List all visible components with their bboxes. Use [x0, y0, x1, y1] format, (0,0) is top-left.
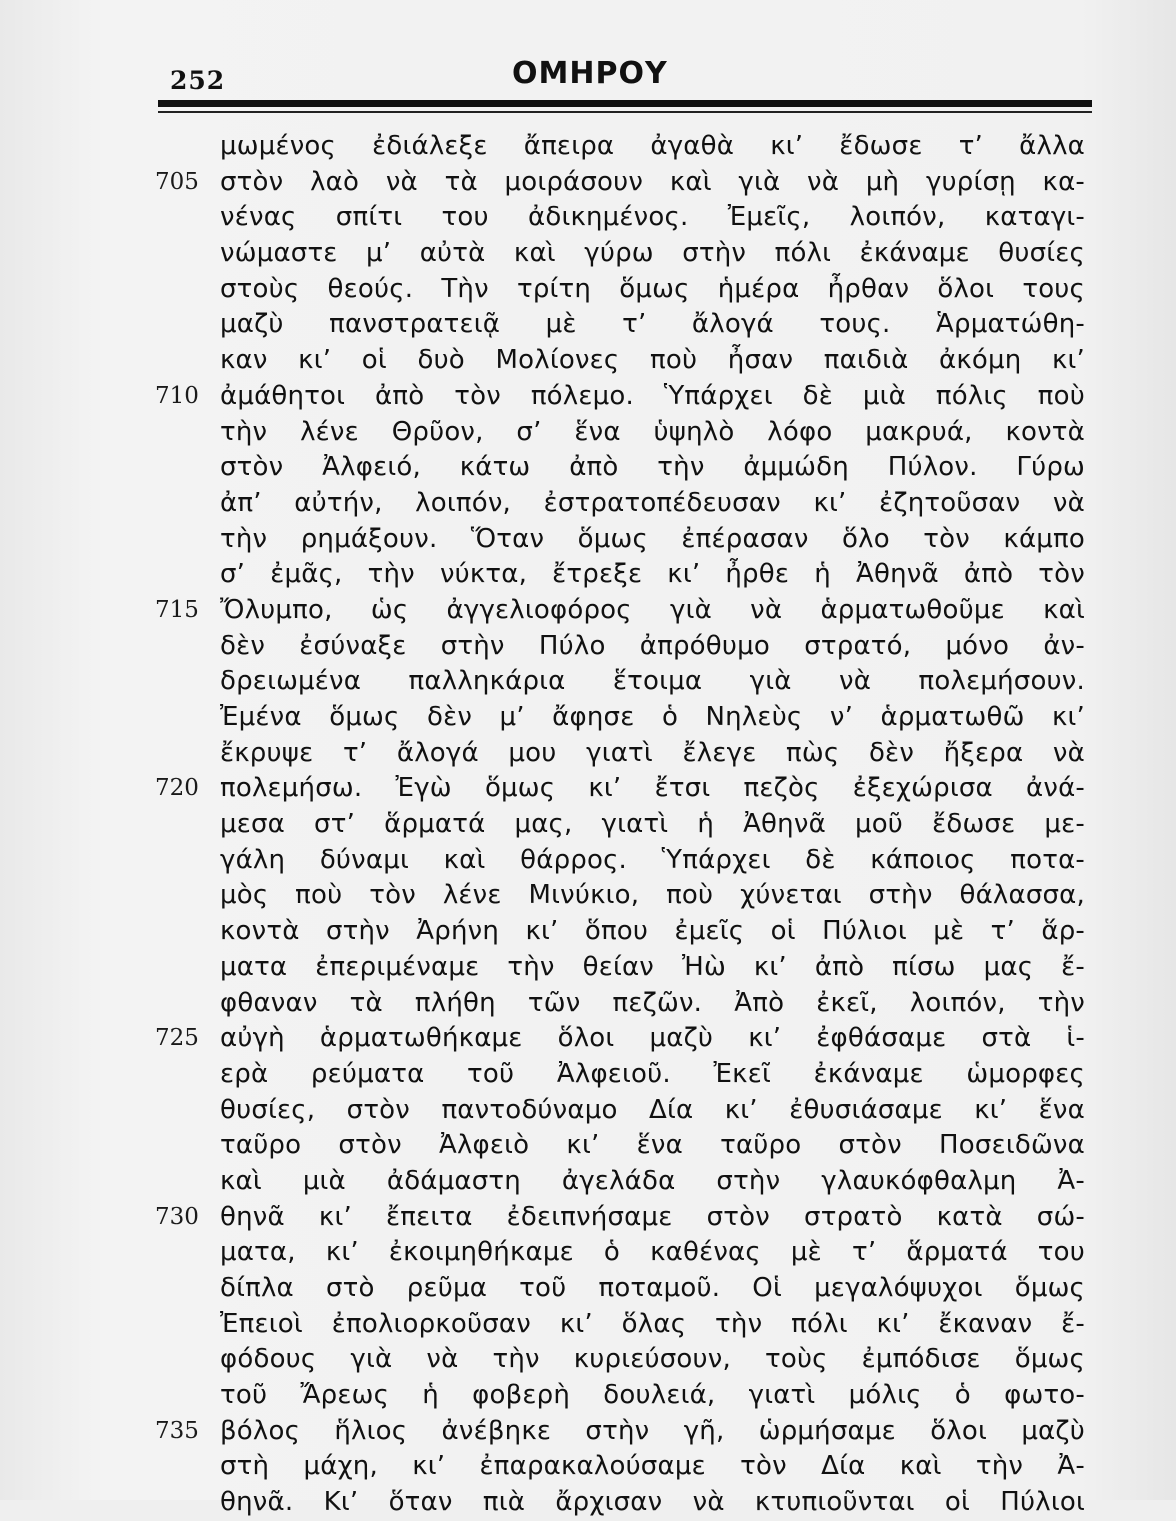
text-line: [155, 129, 1095, 165]
line-text: ἔκρυψε τ’ ἄλογά μου γιατὶ ἔλεγε πὼς δὲν ἤξερα νὰ: [220, 737, 1085, 768]
text-line: [155, 878, 1095, 914]
text-line: [155, 522, 1095, 558]
line-text: κοντὰ στὴν Ἀρήνη κι’ ὅπου ἐμεῖς οἱ Πύλιοι μὲ τ’ ἅρ-: [220, 916, 1085, 947]
text-line: [155, 700, 1095, 736]
text-line: [155, 950, 1095, 986]
line-text: ἀμάθητοι ἀπὸ τὸν πόλεμο. Ὑπάρχει δὲ μιὰ πόλις ποὺ: [220, 380, 1085, 411]
line-text: μὸς ποὺ τὸν λένε Μινύκιο, ποὺ χύνεται στὴν θάλασσα,: [220, 880, 1085, 911]
line-number: 725: [155, 1025, 199, 1052]
text-line: [155, 1021, 1095, 1057]
line-text: τὴν λένε Θρῦον, σ’ ἕνα ὑψηλὸ λόφο μακρυά, κοντὰ: [220, 416, 1085, 447]
text-line: [155, 236, 1095, 272]
line-text: Ὄλυμπο, ὡς ἀγγελιοφόρος γιὰ νὰ ἁρματωθοῦμε καὶ: [220, 594, 1085, 625]
line-text: θηνᾶ κι’ ἔπειτα ἐδειπνήσαμε στὸν στρατὸ κατὰ σώ-: [220, 1201, 1085, 1232]
text-line: [155, 200, 1095, 236]
text-line: [155, 450, 1095, 486]
line-text: πολεμήσω. Ἐγὼ ὅμως κι’ ἔτσι πεζὸς ἐξεχώρισα ἀνά-: [220, 773, 1085, 804]
line-text: σ’ ἐμᾶς, τὴν νύκτα, ἔτρεξε κι’ ἦρθε ἡ Ἀθηνᾶ ἀπὸ τὸν: [220, 559, 1085, 590]
page-number: 252: [170, 66, 226, 95]
text-line: [155, 593, 1095, 629]
line-text: μαζὺ πανστρατειᾷ μὲ τ’ ἄλογά τους. Ἁρματώθη-: [220, 309, 1085, 340]
text-line: [155, 664, 1095, 700]
text-line: [155, 771, 1095, 807]
line-text: στὴ μάχη, κι’ ἐπαρακαλούσαμε τὸν Δία καὶ τὴν Ἀ-: [220, 1451, 1085, 1482]
text-line: [155, 415, 1095, 451]
line-number: 730: [155, 1203, 199, 1230]
text-line: [155, 1057, 1095, 1093]
line-text: φθαναν τὰ πλήθη τῶν πεζῶν. Ἀπὸ ἐκεῖ, λοιπόν, τὴν: [220, 987, 1085, 1018]
text-line: [155, 165, 1095, 201]
header-rule-thick: [158, 100, 1092, 107]
text-line: [155, 736, 1095, 772]
text-line: [155, 807, 1095, 843]
line-text: αὐγὴ ἁρματωθήκαμε ὅλοι μαζὺ κι’ ἐφθάσαμε στὰ ἱ-: [220, 1023, 1085, 1054]
line-text: δρειωμένα παλληκάρια ἕτοιμα γιὰ νὰ πολεμήσουν.: [220, 666, 1085, 697]
line-text: ἀπ’ αὐτήν, λοιπόν, ἐστρατοπέδευσαν κι’ ἐζητοῦσαν νὰ: [220, 487, 1085, 518]
line-text: νώμαστε μ’ αὐτὰ καὶ γύρω στὴν πόλι ἐκάναμε θυσίες: [220, 238, 1085, 269]
line-text: ερὰ ρεύματα τοῦ Ἀλφειοῦ. Ἐκεῖ ἐκάναμε ὡμορφες: [220, 1058, 1085, 1089]
line-text: Ἐπειοὶ ἐπολιορκοῦσαν κι’ ὅλας τὴν πόλι κι’ ἔκαναν ἔ-: [220, 1308, 1085, 1339]
line-text: ματα, κι’ ἐκοιμηθήκαμε ὁ καθένας μὲ τ’ ἅρματά του: [220, 1237, 1085, 1268]
line-text: μεσα στ’ ἅρματά μας, γιατὶ ἡ Ἀθηνᾶ μοῦ ἔδωσε με-: [220, 809, 1085, 840]
line-text: στὸν λαὸ νὰ τὰ μοιράσουν καὶ γιὰ νὰ μὴ γυρίσῃ κα-: [220, 166, 1085, 197]
header-rule-thin: [158, 111, 1092, 113]
line-text: στὸν Ἀλφειό, κάτω ἀπὸ τὴν ἀμμώδη Πύλον. Γύρω: [220, 452, 1085, 483]
line-text: καὶ μιὰ ἀδάμαστη ἀγελάδα στὴν γλαυκόφθαλμη Ἀ-: [220, 1165, 1085, 1196]
line-text: φόδους γιὰ νὰ τὴν κυριεύσουν, τοὺς ἐμπόδισε ὅμως: [220, 1344, 1085, 1375]
line-text: δὲν ἐσύναξε στὴν Πύλο ἀπρόθυμο στρατό, μόνο ἀν-: [220, 630, 1085, 661]
line-number: 705: [155, 168, 199, 195]
line-text: ματα ἐπεριμέναμε τὴν θείαν Ἠὼ κι’ ἀπὸ πίσω μας ἔ-: [220, 951, 1085, 982]
line-number: 720: [155, 775, 199, 802]
text-line: [155, 914, 1095, 950]
line-text: γάλη δύναμι καὶ θάρρος. Ὑπάρχει δὲ κάποιος ποτα-: [220, 844, 1085, 875]
text-line: [155, 486, 1095, 522]
line-text: θηνᾶ. Κι’ ὅταν πιὰ ἄρχισαν νὰ κτυπιοῦνται οἱ Πύλιοι: [220, 1487, 1085, 1518]
text-line: [155, 272, 1095, 308]
line-number: 735: [155, 1417, 199, 1444]
text-line: [155, 557, 1095, 593]
line-text: νένας σπίτι του ἀδικημένος. Ἐμεῖς, λοιπόν, καταγι-: [220, 202, 1085, 233]
text-line: [155, 1342, 1095, 1378]
line-text: στοὺς θεούς. Τὴν τρίτη ὅμως ἡμέρα ἦρθαν ὅλοι τους: [220, 273, 1085, 304]
line-text: καν κι’ οἱ δυὸ Μολίονες ποὺ ἦσαν παιδιὰ ἀκόμη κι’: [220, 345, 1085, 376]
page-header: [160, 52, 1090, 96]
line-text: ταῦρο στὸν Ἀλφειὸ κι’ ἕνα ταῦρο στὸν Ποσειδῶνα: [220, 1130, 1085, 1161]
line-text: τὴν ρημάξουν. Ὅταν ὅμως ἐπέρασαν ὅλο τὸν κάμπο: [220, 523, 1085, 554]
text-line: [155, 1235, 1095, 1271]
text-line: [155, 1485, 1095, 1521]
line-text: δίπλα στὸ ρεῦμα τοῦ ποταμοῦ. Οἱ μεγαλόψυχοι ὅμως: [220, 1273, 1085, 1303]
text-line: [155, 1414, 1095, 1450]
line-text: μωμένος ἐδιάλεξε ἄπειρα ἀγαθὰ κι’ ἔδωσε τ’ ἄλλα: [220, 131, 1085, 161]
text-line: [155, 1164, 1095, 1200]
text-line: [155, 1449, 1095, 1485]
text-line: [155, 1093, 1095, 1129]
text-line: [155, 1128, 1095, 1164]
text-line: [155, 843, 1095, 879]
line-text: βόλος ἥλιος ἀνέβηκε στὴν γῆ, ὡρμήσαμε ὅλοι μαζὺ: [220, 1415, 1085, 1446]
text-line: [155, 379, 1095, 415]
text-line: [155, 1378, 1095, 1414]
line-text: τοῦ Ἄρεως ἡ φοβερὴ δουλειά, γιατὶ μόλις ὁ φωτο-: [220, 1380, 1085, 1411]
text-line: [155, 629, 1095, 665]
text-line: [155, 986, 1095, 1022]
text-line: [155, 343, 1095, 379]
text-line: [155, 1271, 1095, 1307]
line-number: 710: [155, 382, 199, 409]
text-line: [155, 1307, 1095, 1343]
line-text: θυσίες, στὸν παντοδύναμο Δία κι’ ἐθυσιάσαμε κι’ ἕνα: [220, 1094, 1085, 1125]
running-head: ΟΜΗΡΟΥ: [512, 56, 668, 91]
text-line: [155, 1200, 1095, 1236]
text-line: [155, 307, 1095, 343]
line-number: 715: [155, 596, 199, 623]
line-text: Ἐμένα ὅμως δὲν μ’ ἄφησε ὁ Νηλεὺς ν’ ἁρματωθῶ κι’: [220, 702, 1085, 732]
body-text: [155, 129, 1095, 1521]
